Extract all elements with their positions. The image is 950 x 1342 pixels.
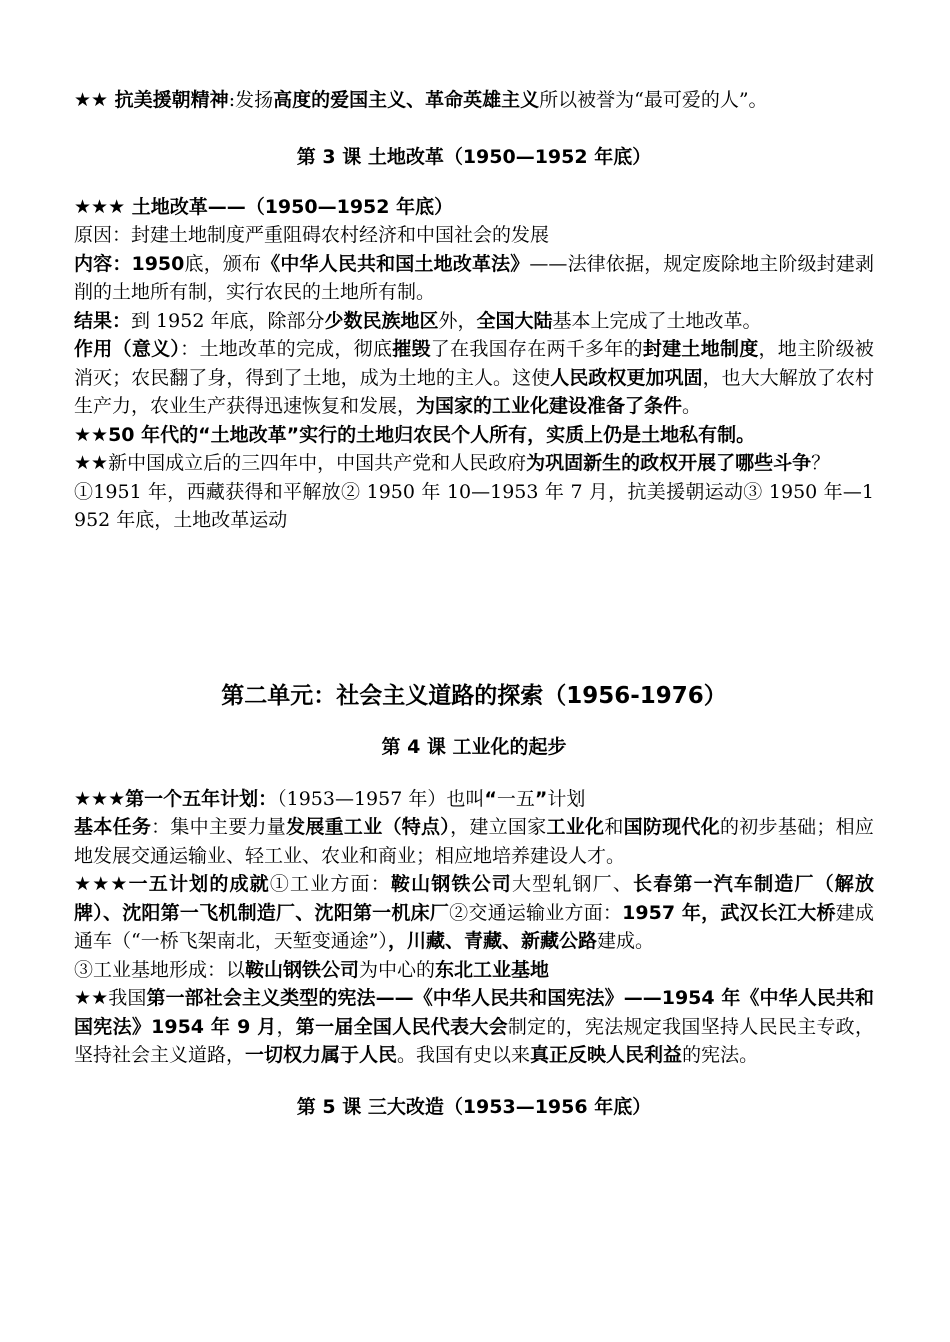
text-bold: ★★: [74, 987, 109, 1009]
unit-2-title: 第二单元：社会主义道路的探索（1956-1976）: [221, 682, 727, 709]
text-bold: 人民政权更加巩固: [550, 366, 703, 389]
text: 一五: [496, 787, 535, 810]
text: 大型轧钢厂、: [511, 873, 634, 895]
text-bold: 封建土地制度: [642, 338, 759, 360]
text: 建成。: [596, 930, 654, 952]
text-bold: 第一届全国人民代表大会: [295, 1015, 508, 1038]
land-reform-cause: 原因：封建土地制度严重阻碍农村经济和中国社会的发展: [74, 224, 550, 246]
text-bold: 结果：: [74, 309, 132, 332]
text-bold: 少数民族地区: [324, 309, 439, 332]
text: ②交通运输业方面：: [449, 901, 623, 924]
text-bold: 工业化: [546, 816, 605, 838]
text-bold: ★★: [74, 452, 109, 474]
text-bold: 长春第一汽车制造厂（解放牌）: [74, 873, 874, 924]
text: 了在我国存在两千多年的: [430, 338, 643, 360]
text-bold: 东北工业基地: [435, 958, 550, 981]
text: ③工业基地形成：以: [74, 958, 246, 981]
text: ，建立国家: [450, 816, 547, 838]
text-bold: 摧毁: [392, 338, 431, 360]
land-reform-title: ★★★ 土地改革——（1950—1952 年底）: [74, 195, 454, 218]
text: 制定的，宪法规定我国坚持人民民主专政，坚持社会主义道路，: [74, 1015, 874, 1066]
text: ，: [276, 1015, 296, 1038]
document-page: [74, 86, 874, 1119]
lesson-3-title: 第 3 课 土地改革（1950—1952 年底）: [296, 145, 652, 168]
text-bold: 、: [102, 901, 123, 924]
text-bold: 鞍山钢铁公司: [390, 873, 512, 895]
text: 建成通车（“一桥飞架南北，天堑变通途”）: [74, 901, 874, 952]
text-bold: 作用（意义）: [74, 338, 181, 360]
text: 计划: [547, 787, 586, 810]
text: 所以被誉为“最可爱的人”。: [539, 89, 768, 111]
lesson-5-title: 第 5 课 三大改造（1953—1956 年底）: [296, 1095, 652, 1118]
resist-us-aid-korea-spirit: [74, 86, 874, 115]
text-bold: 内容：1950: [74, 252, 185, 275]
text: ：集中主要力量: [151, 816, 287, 838]
text-bold: 鞍山钢铁公司: [245, 958, 360, 981]
constitution-1954: [74, 984, 874, 1070]
text: 的初步基础；相应地发展交通运输业、轻工业、农业和商业；相应地培养建设人才。: [74, 816, 874, 867]
text-bold: 发展重工业（特点）: [286, 816, 451, 838]
text-bold: ★★★一五计划的成就: [74, 873, 270, 895]
text-bold: 全国大陆: [476, 309, 553, 332]
text-bold: ★★★第一个五年计划：: [74, 787, 278, 810]
five-year-plan-title: [74, 785, 874, 814]
land-reform-result: [74, 307, 874, 336]
text: 的宪法。: [682, 1044, 759, 1066]
text-bold: 高度的爱国主义、革命英雄主义: [273, 89, 540, 111]
text: ，也大大解放了农村生产力，农业生产获得迅速恢复和发展，: [74, 366, 874, 417]
text-bold: 国防现代化: [623, 816, 720, 838]
text: ①工业方面：: [269, 873, 391, 895]
text-bold: 沈阳第一机床厂: [314, 901, 450, 924]
text-bold: 真正反映人民利益: [530, 1044, 683, 1066]
text: 我国: [108, 987, 147, 1009]
industrial-base: [74, 956, 874, 985]
text: 新中国成立后的三四年中，中国共产党和人民政府: [108, 452, 527, 474]
text-bold: 、: [295, 901, 315, 924]
struggle-question: [74, 449, 874, 478]
land-reform-effect: [74, 335, 874, 421]
text: ，地主阶级被消灭；农民翻了身，得到了土地，成为土地的主人。这使: [74, 338, 874, 389]
text: （1953—1957 年）也叫: [277, 787, 485, 810]
text: 到 1952 年底，除部分: [131, 309, 325, 332]
land-reform-note: ★★50 年代的“土地改革”实行的土地归农民个人所有，实质上仍是土地私有制。: [74, 423, 756, 446]
text: :发扬: [228, 89, 274, 111]
text: 。: [682, 395, 702, 417]
text: ——法律依据，规定废除地主阶级封建剥削的土地所有制，实行农民的土地所有制。: [74, 252, 874, 303]
text: 基本上完成了土地改革。: [552, 309, 762, 332]
text: 外，: [438, 309, 477, 332]
text: 。我国有史以来: [397, 1044, 531, 1066]
text: ：土地改革的完成，彻底: [180, 338, 393, 360]
text-bold: 1957 年，武汉长江大桥: [622, 901, 836, 924]
text-bold: “: [484, 787, 497, 810]
text-bold: 基本任务: [74, 816, 152, 838]
text-bold: ★★ 抗美援朝精神: [74, 89, 229, 111]
text: 和: [604, 816, 624, 838]
land-reform-content: [74, 250, 874, 307]
text-bold: 第一部社会主义类型的宪法——《中华人民共和国宪法》——1954 年《中华人民共和国宪法》1954 年 9 月: [74, 987, 874, 1038]
text-bold: 为国家的工业化建设准备了条件: [416, 395, 683, 417]
struggle-answer: ①1951 年，西藏获得和平解放② 1950 年 10—1953 年 7 月，抗美援朝运动③ 1950 年—1952 年底，土地改革运动: [74, 480, 875, 531]
text-bold: 沈阳第一飞机制造厂: [122, 901, 296, 924]
text-bold: 一切权力属于人民: [245, 1044, 398, 1066]
five-year-plan-achievements: [74, 870, 874, 956]
text-bold: ，川藏、青藏、新藏公路: [387, 930, 597, 952]
text-bold: ”: [534, 787, 548, 810]
text: 底，颁布: [184, 252, 262, 275]
lesson-4-title: 第 4 课 工业化的起步: [381, 735, 567, 758]
text: 为中心的: [359, 958, 436, 981]
five-year-plan-task: [74, 813, 874, 870]
text: ？: [811, 452, 831, 474]
text-bold: 《中华人民共和国土地改革法》: [261, 252, 530, 275]
text-bold: 为巩固新生的政权开展了哪些斗争: [526, 452, 812, 474]
